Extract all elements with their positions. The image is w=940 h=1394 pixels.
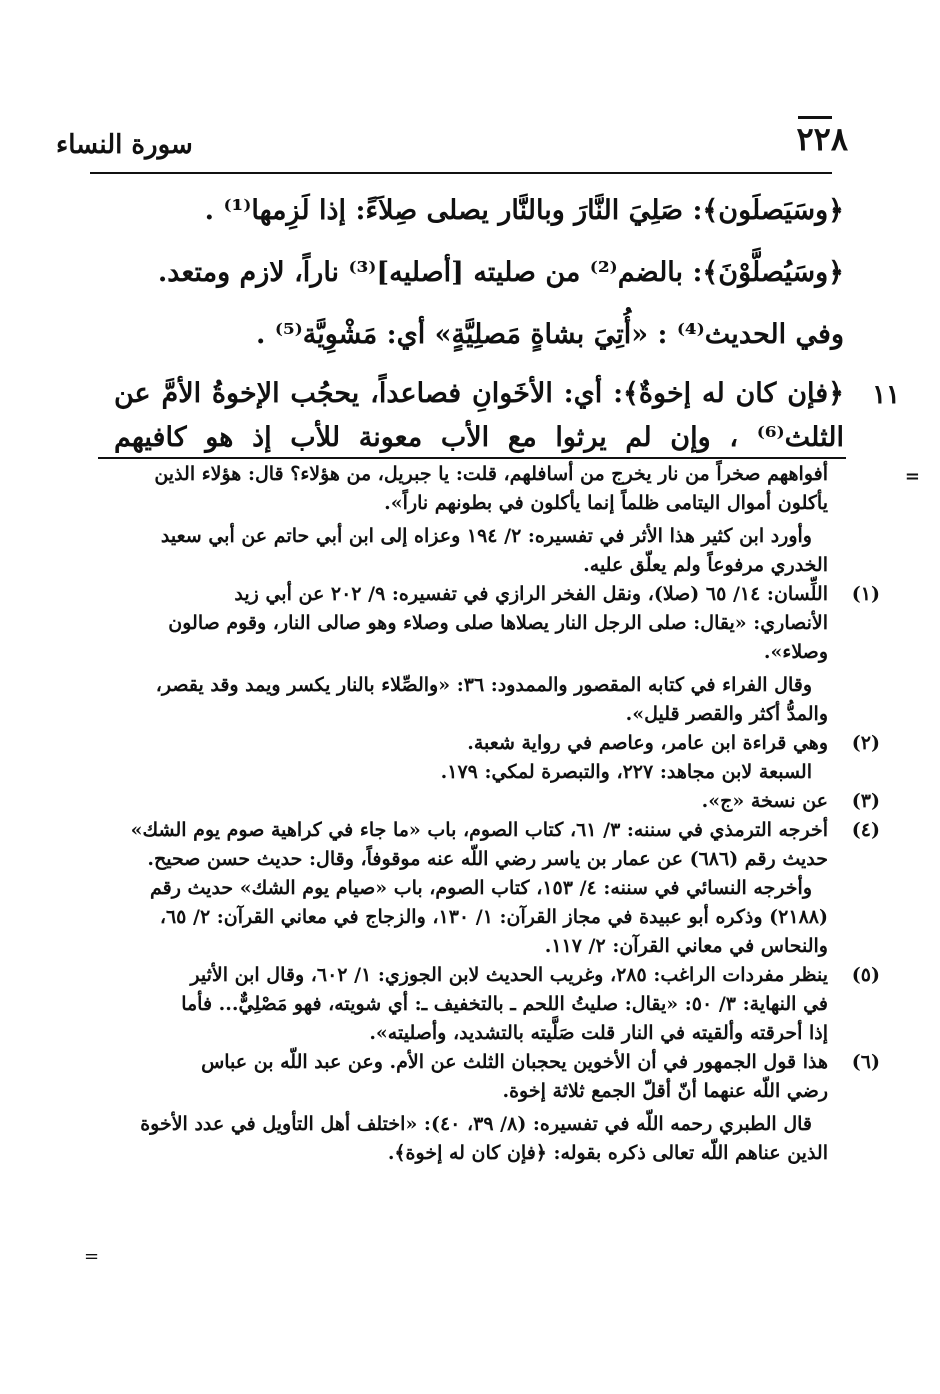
continuation-mark-bottom: = (84, 1246, 100, 1267)
footnote-number: (٤) (851, 819, 880, 841)
footnote-line: والنحاس في معاني القرآن: ٢/ ١١٧. (544, 935, 828, 957)
verse-line-1: ﴿فإن كان له إخوةٌ﴾: أي: الأخَوانِ فصاعداً، يحجُب الإخوةُ الأمَّ عن (114, 378, 844, 409)
footnote-line: وهي قراءة ابن عامر، وعاصم في رواية شعبة. (467, 732, 828, 754)
footnote-line: الخدري مرفوعاً ولم يعلّق عليه. (583, 554, 828, 576)
footnote-number: (٥) (851, 964, 880, 986)
continuation-mark: = (904, 466, 920, 487)
footnote-line: أفواههم صخراً من نار يخرج من أسافلهم، قلت: يا جبريل، من هؤلاء؟ قال: هؤلاء الذين (154, 463, 828, 485)
header-rule (90, 172, 832, 174)
page-number-overline (798, 116, 832, 119)
footnote-line: قال الطبري رحمه اللّه في تفسيره: (٨/ ٣٩، ٤٠): «اختلف أهل التأويل في عدد الأخوة (140, 1113, 812, 1135)
verse-entry (114, 372, 900, 460)
footnote-number: (٣) (851, 790, 880, 812)
footnote-line: في النهاية: ٣/ ٥٠: «يقال: صليتُ اللحم ـ بالتخفيف ـ: أي شويته، فهو مَصْلِيٌّ... فأما (181, 993, 828, 1015)
footnote-1 (110, 580, 880, 729)
main-line-1: ﴿وسَيَصلَون﴾: صَلِيَ النَّارَ وبالنَّار يصلى صِلاَءً: إذا لَزِمها⁽¹⁾ . (204, 195, 844, 226)
footnote-line: وأورد ابن كثير هذا الأثر في تفسيره: ٢/ ١٩٤ وعزاه إلى ابن أبي حاتم عن أبي سعيد (160, 525, 812, 547)
verse-line-2: الثلث⁽⁶⁾ ، وإن لم يرثوا مع الأب معونة للأب إذ هو كافيهم (114, 422, 844, 453)
footnote-line: وقال الفراء في كتابه المقصور والممدود: ٣٦: «والصِّلاء بالنار يكسر ويمد وقد يقصر، (155, 674, 812, 696)
footnote-line: الأنصاري: «يقال: صلى الرجل النار يصلاها صلى وصلاء وهو صالى النار، وقوم صالون (168, 612, 828, 634)
footnote-line: إذا أحرقته وألقيته في النار قلت صَلَّيته بالتشديد، وأصليته». (369, 1022, 828, 1044)
footnotes (110, 460, 920, 1168)
footnote-number: (١) (851, 583, 880, 605)
footnote-number: (٢) (851, 732, 880, 754)
footnote-line: اللِّسان: ١٤/ ٦٥ (صلا)، ونقل الفخر الرازي في تفسيره: ٩/ ٢٠٢ عن أبي زيد (234, 583, 828, 605)
footnote-line: يأكلون أموال اليتامى ظلماً إنما يأكلون في بطونهم ناراً». (384, 492, 828, 514)
footnote-line: السبعة لابن مجاهد: ٢٢٧، والتبصرة لمكي: ١٧٩. (440, 761, 812, 783)
footnote-separator (98, 457, 846, 459)
main-line-3: وفي الحديث⁽⁴⁾ : «أُتِيَ بشاةٍ مَصلِيَّةٍ» أي: مَشْوِيَّة⁽⁵⁾ . (256, 319, 844, 350)
footnote-line: هذا قول الجمهور في أن الأخوين يحجبان الثلث عن الأم. وعن عبد اللّه بن عباس (201, 1051, 828, 1073)
surah-title: سورة النساء (56, 130, 193, 160)
footnote-continued (110, 460, 880, 580)
footnote-line: رضي اللّه عنهما أنّ أقلّ الجمع ثلاثة إخوة. (502, 1080, 828, 1102)
footnote-4 (110, 816, 880, 961)
footnote-line: ينظر مفردات الراغب: ٢٨٥، وغريب الحديث لابن الجوزي: ١/ ٦٠٢، وقال ابن الأثير (190, 964, 828, 986)
footnote-6 (110, 1048, 880, 1168)
footnote-line: والمدُّ أكثر والقصر قليل». (625, 703, 828, 725)
main-text (114, 180, 900, 460)
footnote-2 (110, 729, 880, 787)
footnote-line: (٢١٨٨) وذكره أبو عبيدة في مجاز القرآن: ١/ ١٣٠، والزجاج في معاني القرآن: ٢/ ٦٥، (159, 906, 828, 928)
footnote-line: أخرجه الترمذي في سننه: ٣/ ٦١، كتاب الصوم، باب «ما جاء في كراهية صوم يوم الشك» (130, 819, 828, 841)
footnote-line: حديث رقم (٦٨٦) عن عمار بن ياسر رضي اللّه عنه موقوفاً، وقال: حديث حسن صحيح. (147, 848, 828, 870)
footnote-line: الذين عناهم اللّه تعالى ذكره بقوله: ﴿فإن كان له إخوة﴾. (387, 1142, 828, 1164)
verse-number: ١١ (872, 380, 900, 410)
footnote-5 (110, 961, 880, 1048)
footnote-number: (٦) (851, 1051, 880, 1073)
main-line-2: ﴿وسَيُصلَّوْنَ﴾: بالضم⁽²⁾ من صليته [أصليه]⁽³⁾ ناراً، لازم ومتعد. (157, 257, 844, 288)
footnote-line: وأخرجه النسائي في سننه: ٤/ ١٥٣، كتاب الصوم، باب «صيام يوم الشك» حديث رقم (149, 877, 812, 899)
footnote-3 (110, 787, 880, 816)
page-number: ٢٢٨ (796, 120, 848, 158)
footnote-line: وصلاء». (763, 641, 828, 663)
footnote-line: عن نسخة «ج». (701, 790, 828, 812)
